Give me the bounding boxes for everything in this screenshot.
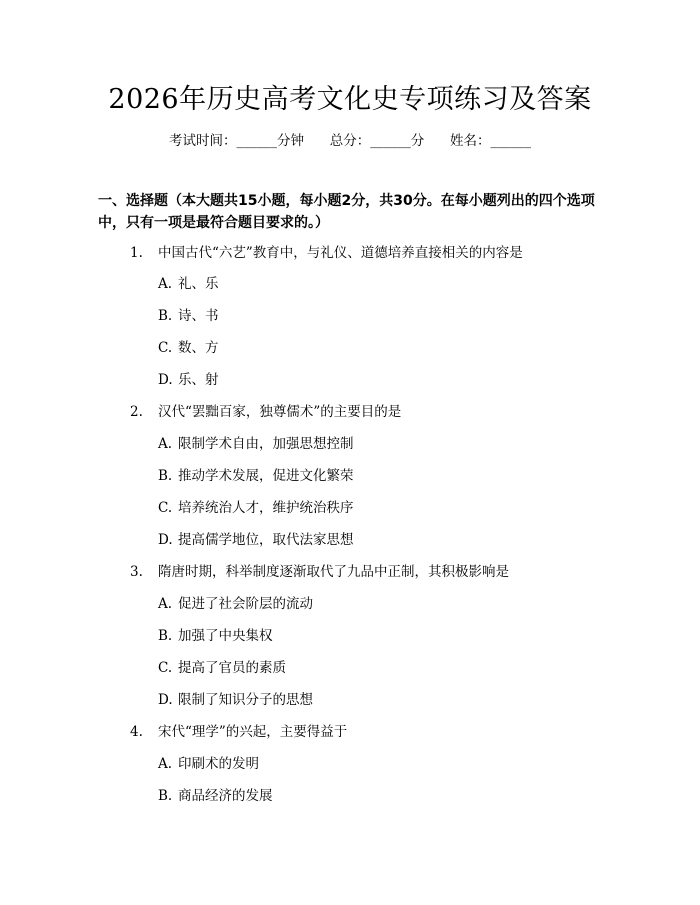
question-text: 汉代“罢黜百家，独尊儒术”的主要目的是 xyxy=(158,404,402,420)
option-letter: A. xyxy=(158,436,173,452)
question-text: 宋代“理学”的兴起，主要得益于 xyxy=(158,724,348,740)
question-2 xyxy=(130,402,401,422)
option-letter: A. xyxy=(158,756,173,772)
option-letter: C. xyxy=(158,660,173,676)
option-text: 促进了社会阶层的流动 xyxy=(178,596,313,612)
exam-info-line: 考试时间：______分钟 总分：______分 姓名：______ xyxy=(169,133,531,149)
question-text: 隋唐时期，科举制度逐渐取代了九品中正制，其积极影响是 xyxy=(158,564,509,580)
question-3 xyxy=(130,562,509,582)
option-letter: C. xyxy=(158,500,173,516)
option-text: 提高了官员的素质 xyxy=(178,660,286,676)
option-letter: B. xyxy=(158,628,173,644)
option-letter: A. xyxy=(158,276,173,292)
option-text: 培养统治人才，维护统治秩序 xyxy=(178,500,354,516)
option-letter: D. xyxy=(158,532,173,548)
question-number: 4. xyxy=(130,724,143,740)
question-1-option-a xyxy=(158,274,219,294)
option-text: 数、方 xyxy=(178,340,219,356)
question-number: 2. xyxy=(130,404,143,420)
option-letter: C. xyxy=(158,340,173,356)
option-letter: D. xyxy=(158,372,173,388)
question-number: 3. xyxy=(130,564,143,580)
page-title: 2026年历史高考文化史专项练习及答案 xyxy=(108,84,592,115)
option-text: 乐、射 xyxy=(178,372,219,388)
option-text: 礼、乐 xyxy=(178,276,219,292)
question-1-option-b xyxy=(158,306,219,326)
question-4-option-a xyxy=(158,754,259,774)
option-text: 提高儒学地位，取代法家思想 xyxy=(178,532,354,548)
question-number: 1. xyxy=(130,245,143,261)
question-3-option-c xyxy=(158,658,286,678)
question-text: 中国古代“六艺”教育中，与礼仪、道德培养直接相关的内容是 xyxy=(158,245,523,261)
question-3-option-d xyxy=(158,690,313,710)
option-letter: B. xyxy=(158,788,173,804)
option-letter: B. xyxy=(158,468,173,484)
question-1 xyxy=(130,243,523,263)
question-4 xyxy=(130,722,347,742)
question-2-option-a xyxy=(158,434,354,454)
option-letter: D. xyxy=(158,692,173,708)
question-2-option-b xyxy=(158,466,354,486)
option-letter: B. xyxy=(158,308,173,324)
option-text: 推动学术发展，促进文化繁荣 xyxy=(178,468,354,484)
question-4-option-b xyxy=(158,786,273,806)
option-text: 印刷术的发明 xyxy=(178,756,259,772)
section-heading: 一、选择题（本大题共15小题，每小题2分，共30分。在每小题列出的四个选项中，只有一项是最符合题目要求的。） xyxy=(98,193,595,231)
question-3-option-a xyxy=(158,594,313,614)
question-2-option-c xyxy=(158,498,354,518)
option-letter: A. xyxy=(158,596,173,612)
question-1-option-d xyxy=(158,370,219,390)
option-text: 限制了知识分子的思想 xyxy=(178,692,313,708)
option-text: 商品经济的发展 xyxy=(178,788,273,804)
question-2-option-d xyxy=(158,530,354,550)
question-1-option-c xyxy=(158,338,219,358)
option-text: 加强了中央集权 xyxy=(178,628,273,644)
question-3-option-b xyxy=(158,626,273,646)
option-text: 诗、书 xyxy=(178,308,219,324)
option-text: 限制学术自由，加强思想控制 xyxy=(178,436,354,452)
